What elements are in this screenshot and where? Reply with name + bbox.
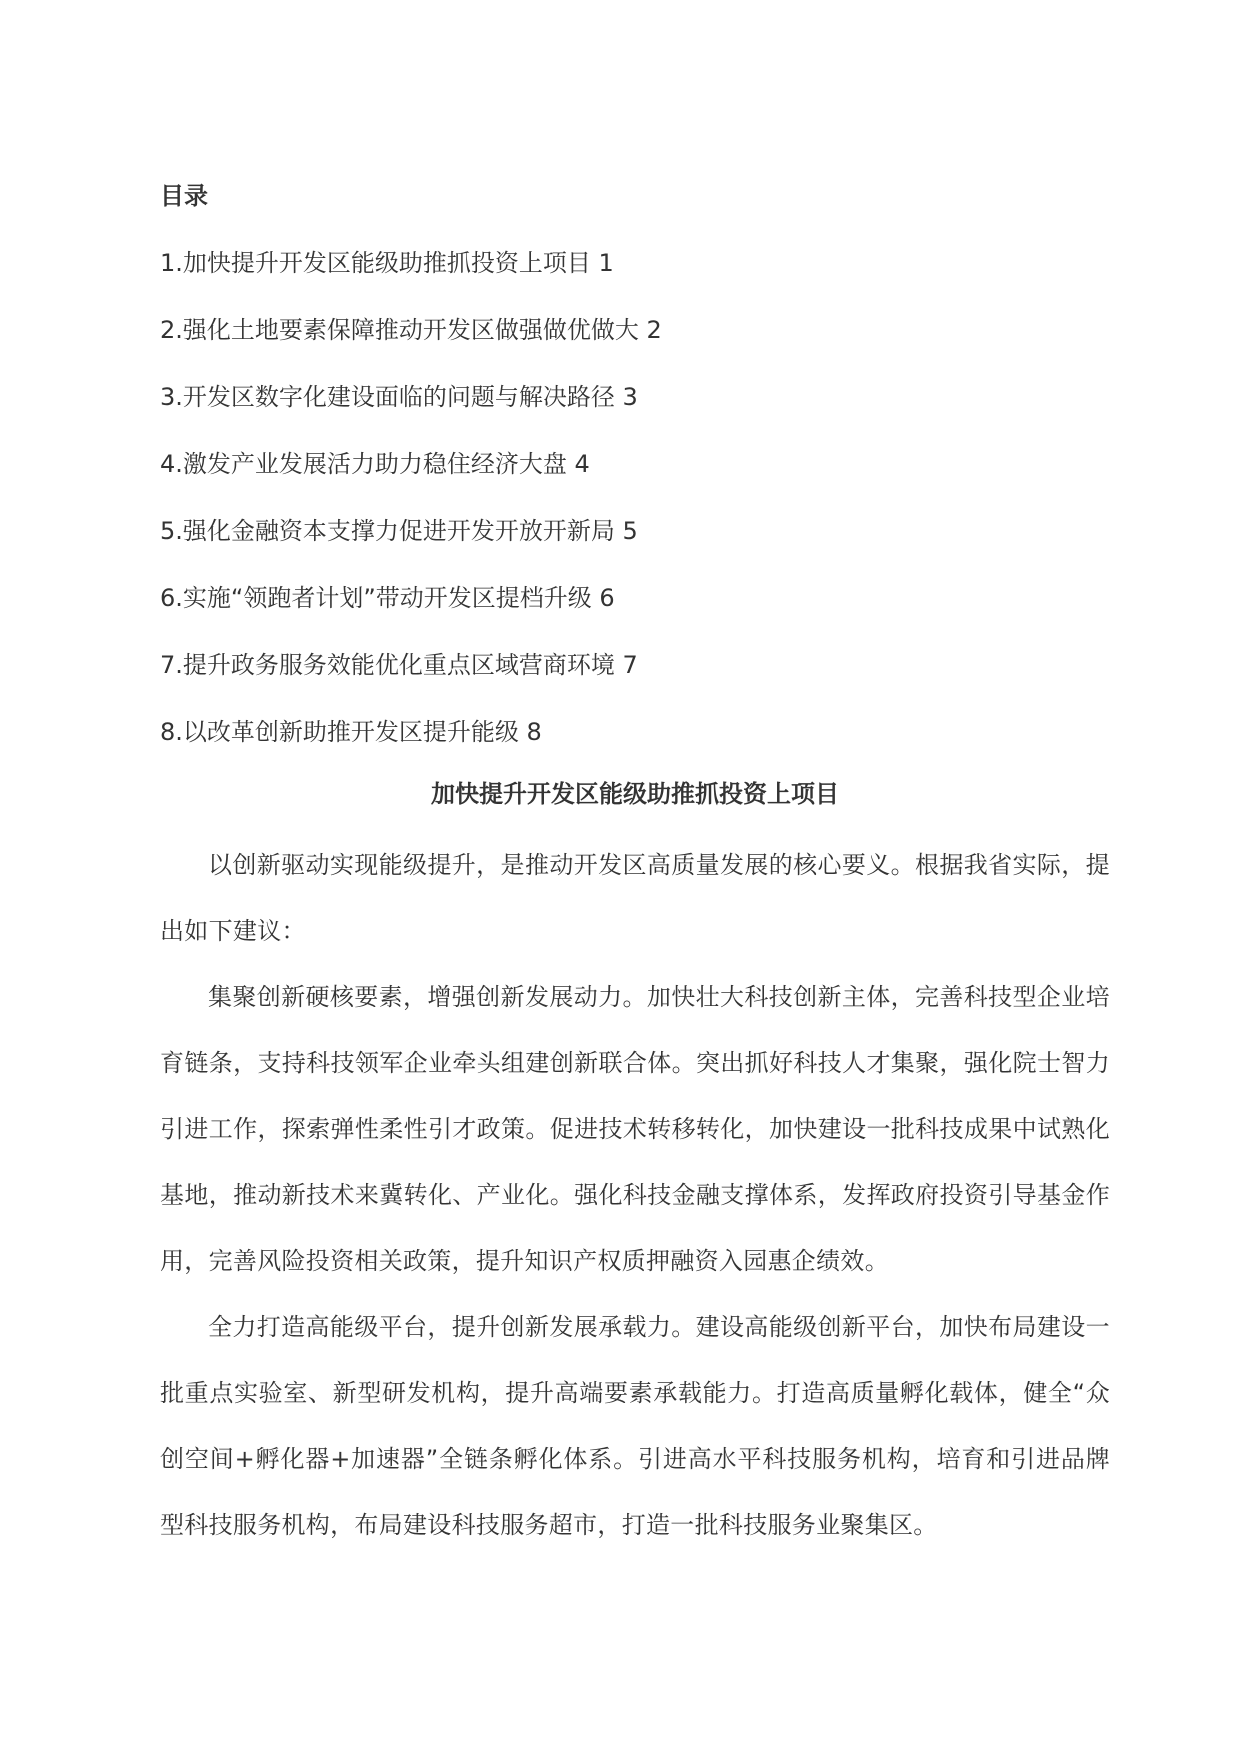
toc-item-5[interactable]: 5.强化金融资本支撑力促进开发开放开新局 5 [160, 517, 638, 545]
article-paragraph-3: 全力打造高能级平台，提升创新发展承载力。建设高能级创新平台，加快布局建设一批重点实验室、新型研发机构，提升高端要素承载能力。打造高质量孵化载体，健全“众创空间+孵化器+加速器”全链条孵化体系。引进高水平科技服务机构，培育和引进品牌型科技服务机构，布局建设科技服务超市，打造一批科技服务业聚集区。 [160, 1313, 1110, 1539]
toc-item-6[interactable]: 6.实施“领跑者计划”带动开发区提档升级 6 [160, 584, 615, 612]
document-page [160, 176, 1110, 1558]
toc-item-3[interactable]: 3.开发区数字化建设面临的问题与解决路径 3 [160, 383, 638, 411]
toc-item-7[interactable]: 7.提升政务服务效能优化重点区域营商环境 7 [160, 651, 638, 679]
article-paragraph-2: 集聚创新硬核要素，增强创新发展动力。加快壮大科技创新主体，完善科技型企业培育链条，支持科技领军企业牵头组建创新联合体。突出抓好科技人才集聚，强化院士智力引进工作，探索弹性柔性引才政策。促进技术转移转化，加快建设一批科技成果中试熟化基地，推动新技术来冀转化、产业化。强化科技金融支撑体系，发挥政府投资引导基金作用，完善风险投资相关政策，提升知识产权质押融资入园惠企绩效。 [160, 983, 1110, 1275]
toc-item-1[interactable]: 1.加快提升开发区能级助推抓投资上项目 1 [160, 249, 614, 277]
toc-heading: 目录 [160, 182, 208, 210]
toc-list [160, 243, 1110, 752]
article-paragraph-1: 以创新驱动实现能级提升，是推动开发区高质量发展的核心要义。根据我省实际，提出如下建议： [160, 851, 1110, 945]
article-title: 加快提升开发区能级助推抓投资上项目 [431, 780, 839, 808]
article-body [160, 832, 1110, 1558]
toc-item-8[interactable]: 8.以改革创新助推开发区提升能级 8 [160, 718, 542, 746]
toc-item-4[interactable]: 4.激发产业发展活力助力稳住经济大盘 4 [160, 450, 590, 478]
toc-item-2[interactable]: 2.强化土地要素保障推动开发区做强做优做大 2 [160, 316, 662, 344]
